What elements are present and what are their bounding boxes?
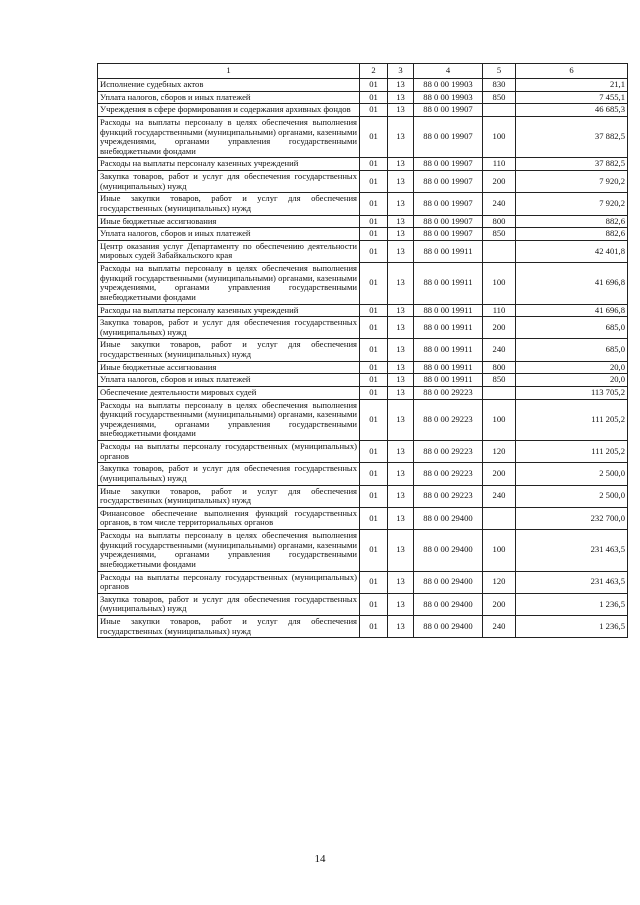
- row-name: Уплата налогов, сборов и иных платежей: [98, 374, 360, 387]
- expense-type-code: 200: [483, 171, 516, 193]
- col-header-6: 6: [516, 64, 628, 79]
- amount: 7 920,2: [516, 193, 628, 215]
- expense-type-code: 200: [483, 317, 516, 339]
- row-name: Закупка товаров, работ и услуг для обеспечения государственных (муниципальных) нужд: [98, 463, 360, 485]
- subsection-code: 13: [388, 116, 414, 158]
- amount: 1 236,5: [516, 593, 628, 615]
- section-code: 01: [360, 317, 388, 339]
- section-code: 01: [360, 441, 388, 463]
- section-code: 01: [360, 399, 388, 441]
- table-row: [98, 193, 628, 215]
- row-name: Расходы на выплаты персоналу государственных (муниципальных) органов: [98, 441, 360, 463]
- row-name: Иные бюджетные ассигнования: [98, 361, 360, 374]
- amount: 7 455,1: [516, 91, 628, 104]
- target-article-code: 88 0 00 19903: [414, 91, 483, 104]
- section-code: 01: [360, 571, 388, 593]
- amount: 1 236,5: [516, 616, 628, 638]
- section-code: 01: [360, 374, 388, 387]
- target-article-code: 88 0 00 19911: [414, 361, 483, 374]
- section-code: 01: [360, 79, 388, 92]
- expense-type-code: 800: [483, 361, 516, 374]
- subsection-code: 13: [388, 104, 414, 117]
- row-name: Учреждения в сфере формирования и содержания архивных фондов: [98, 104, 360, 117]
- section-code: 01: [360, 158, 388, 171]
- row-name: Иные закупки товаров, работ и услуг для обеспечения государственных (муниципальных) нужд: [98, 193, 360, 215]
- expense-type-code: 800: [483, 215, 516, 228]
- expense-type-code: 240: [483, 485, 516, 507]
- section-code: 01: [360, 507, 388, 529]
- row-name: Закупка товаров, работ и услуг для обеспечения государственных (муниципальных) нужд: [98, 593, 360, 615]
- amount: 42 401,8: [516, 240, 628, 262]
- subsection-code: 13: [388, 215, 414, 228]
- expense-type-code: [483, 386, 516, 399]
- table-row: [98, 104, 628, 117]
- table-row: [98, 317, 628, 339]
- target-article-code: 88 0 00 29223: [414, 485, 483, 507]
- table-row: [98, 304, 628, 317]
- subsection-code: 13: [388, 361, 414, 374]
- subsection-code: 13: [388, 530, 414, 572]
- row-name: Обеспечение деятельности мировых судей: [98, 386, 360, 399]
- table-row: [98, 530, 628, 572]
- section-code: 01: [360, 339, 388, 361]
- expense-type-code: [483, 240, 516, 262]
- col-header-1: 1: [98, 64, 360, 79]
- amount: 231 463,5: [516, 530, 628, 572]
- target-article-code: 88 0 00 19907: [414, 104, 483, 117]
- row-name: Иные закупки товаров, работ и услуг для обеспечения государственных (муниципальных) нужд: [98, 339, 360, 361]
- expense-type-code: 830: [483, 79, 516, 92]
- table-row: [98, 463, 628, 485]
- target-article-code: 88 0 00 19907: [414, 116, 483, 158]
- page-number: 14: [314, 853, 326, 865]
- subsection-code: 13: [388, 91, 414, 104]
- section-code: 01: [360, 116, 388, 158]
- row-name: Расходы на выплаты персоналу государственных (муниципальных) органов: [98, 571, 360, 593]
- table-row: [98, 616, 628, 638]
- target-article-code: 88 0 00 29400: [414, 593, 483, 615]
- expense-type-code: 100: [483, 116, 516, 158]
- section-code: 01: [360, 171, 388, 193]
- section-code: 01: [360, 530, 388, 572]
- row-name: Закупка товаров, работ и услуг для обеспечения государственных (муниципальных) нужд: [98, 317, 360, 339]
- table-row: [98, 91, 628, 104]
- section-code: 01: [360, 386, 388, 399]
- subsection-code: 13: [388, 571, 414, 593]
- row-name: Расходы на выплаты персоналу казенных учреждений: [98, 304, 360, 317]
- target-article-code: 88 0 00 29400: [414, 530, 483, 572]
- expense-type-code: 850: [483, 91, 516, 104]
- target-article-code: 88 0 00 19911: [414, 374, 483, 387]
- table-row: [98, 485, 628, 507]
- subsection-code: 13: [388, 228, 414, 241]
- expense-type-code: 850: [483, 228, 516, 241]
- subsection-code: 13: [388, 507, 414, 529]
- subsection-code: 13: [388, 463, 414, 485]
- subsection-code: 13: [388, 158, 414, 171]
- expense-type-code: 100: [483, 399, 516, 441]
- subsection-code: 13: [388, 386, 414, 399]
- row-name: Закупка товаров, работ и услуг для обеспечения государственных (муниципальных) нужд: [98, 171, 360, 193]
- expense-type-code: 240: [483, 339, 516, 361]
- row-name: Исполнение судебных актов: [98, 79, 360, 92]
- amount: 21,1: [516, 79, 628, 92]
- table-row: [98, 339, 628, 361]
- amount: 41 696,8: [516, 263, 628, 305]
- table-row: [98, 116, 628, 158]
- amount: 232 700,0: [516, 507, 628, 529]
- target-article-code: 88 0 00 29400: [414, 571, 483, 593]
- table-row: [98, 399, 628, 441]
- amount: 685,0: [516, 317, 628, 339]
- row-name: Расходы на выплаты персоналу в целях обеспечения выполнения функций государственными (муниципальными) органами, казенными учреждениями, органами управления государственными внебюджетными фондами: [98, 263, 360, 305]
- target-article-code: 88 0 00 29223: [414, 463, 483, 485]
- section-code: 01: [360, 463, 388, 485]
- row-name: Иные бюджетные ассигнования: [98, 215, 360, 228]
- table-row: [98, 571, 628, 593]
- amount: 685,0: [516, 339, 628, 361]
- section-code: 01: [360, 616, 388, 638]
- target-article-code: 88 0 00 19907: [414, 215, 483, 228]
- col-header-2: 2: [360, 64, 388, 79]
- target-article-code: 88 0 00 19911: [414, 304, 483, 317]
- expense-type-code: [483, 507, 516, 529]
- target-article-code: 88 0 00 29223: [414, 399, 483, 441]
- row-name: Финансовое обеспечение выполнения функций государственных органов, в том числе территориальных органов: [98, 507, 360, 529]
- table-row: [98, 507, 628, 529]
- subsection-code: 13: [388, 339, 414, 361]
- row-name: Иные закупки товаров, работ и услуг для обеспечения государственных (муниципальных) нужд: [98, 616, 360, 638]
- section-code: 01: [360, 215, 388, 228]
- row-name: Уплата налогов, сборов и иных платежей: [98, 91, 360, 104]
- subsection-code: 13: [388, 304, 414, 317]
- budget-table: [97, 63, 628, 638]
- table-row: [98, 228, 628, 241]
- target-article-code: 88 0 00 19907: [414, 193, 483, 215]
- target-article-code: 88 0 00 29223: [414, 386, 483, 399]
- subsection-code: 13: [388, 593, 414, 615]
- table-row: [98, 374, 628, 387]
- section-code: 01: [360, 91, 388, 104]
- expense-type-code: 240: [483, 193, 516, 215]
- col-header-4: 4: [414, 64, 483, 79]
- subsection-code: 13: [388, 240, 414, 262]
- expense-type-code: 200: [483, 463, 516, 485]
- subsection-code: 13: [388, 374, 414, 387]
- header-row: [98, 64, 628, 79]
- section-code: 01: [360, 263, 388, 305]
- section-code: 01: [360, 593, 388, 615]
- target-article-code: 88 0 00 19911: [414, 240, 483, 262]
- amount: 41 696,8: [516, 304, 628, 317]
- row-name: Расходы на выплаты персоналу в целях обеспечения выполнения функций государственными (муниципальными) органами, казенными учреждениями, органами управления государственными внебюджетными фондами: [98, 399, 360, 441]
- amount: 46 685,3: [516, 104, 628, 117]
- subsection-code: 13: [388, 263, 414, 305]
- table-row: [98, 171, 628, 193]
- row-name: Центр оказания услуг Департаменту по обеспечению деятельности мировых судей Забайкальского края: [98, 240, 360, 262]
- target-article-code: 88 0 00 19907: [414, 158, 483, 171]
- section-code: 01: [360, 304, 388, 317]
- amount: 882,6: [516, 228, 628, 241]
- section-code: 01: [360, 228, 388, 241]
- table-row: [98, 386, 628, 399]
- amount: 2 500,0: [516, 485, 628, 507]
- row-name: Расходы на выплаты персоналу в целях обеспечения выполнения функций государственными (муниципальными) органами, казенными учреждениями, органами управления государственными внебюджетными фондами: [98, 530, 360, 572]
- amount: 231 463,5: [516, 571, 628, 593]
- target-article-code: 88 0 00 29223: [414, 441, 483, 463]
- amount: 20,0: [516, 361, 628, 374]
- target-article-code: 88 0 00 19907: [414, 228, 483, 241]
- target-article-code: 88 0 00 19911: [414, 317, 483, 339]
- expense-type-code: 200: [483, 593, 516, 615]
- row-name: Расходы на выплаты персоналу казенных учреждений: [98, 158, 360, 171]
- section-code: 01: [360, 485, 388, 507]
- amount: 882,6: [516, 215, 628, 228]
- target-article-code: 88 0 00 19911: [414, 339, 483, 361]
- subsection-code: 13: [388, 399, 414, 441]
- subsection-code: 13: [388, 193, 414, 215]
- table-row: [98, 593, 628, 615]
- expense-type-code: 850: [483, 374, 516, 387]
- table-row: [98, 158, 628, 171]
- amount: 111 205,2: [516, 441, 628, 463]
- amount: 37 882,5: [516, 158, 628, 171]
- amount: 20,0: [516, 374, 628, 387]
- subsection-code: 13: [388, 616, 414, 638]
- table-row: [98, 441, 628, 463]
- table-row: [98, 361, 628, 374]
- table-row: [98, 215, 628, 228]
- amount: 7 920,2: [516, 171, 628, 193]
- subsection-code: 13: [388, 485, 414, 507]
- table-body: [98, 79, 628, 638]
- table-row: [98, 79, 628, 92]
- amount: 113 705,2: [516, 386, 628, 399]
- row-name: Уплата налогов, сборов и иных платежей: [98, 228, 360, 241]
- expense-type-code: 240: [483, 616, 516, 638]
- expense-type-code: 120: [483, 441, 516, 463]
- section-code: 01: [360, 193, 388, 215]
- subsection-code: 13: [388, 441, 414, 463]
- target-article-code: 88 0 00 19907: [414, 171, 483, 193]
- target-article-code: 88 0 00 29400: [414, 616, 483, 638]
- amount: 2 500,0: [516, 463, 628, 485]
- expense-type-code: [483, 104, 516, 117]
- subsection-code: 13: [388, 171, 414, 193]
- subsection-code: 13: [388, 79, 414, 92]
- row-name: Иные закупки товаров, работ и услуг для обеспечения государственных (муниципальных) нужд: [98, 485, 360, 507]
- target-article-code: 88 0 00 19911: [414, 263, 483, 305]
- col-header-3: 3: [388, 64, 414, 79]
- expense-type-code: 100: [483, 530, 516, 572]
- expense-type-code: 100: [483, 263, 516, 305]
- table-row: [98, 263, 628, 305]
- expense-type-code: 120: [483, 571, 516, 593]
- col-header-5: 5: [483, 64, 516, 79]
- section-code: 01: [360, 361, 388, 374]
- section-code: 01: [360, 104, 388, 117]
- amount: 111 205,2: [516, 399, 628, 441]
- target-article-code: 88 0 00 19903: [414, 79, 483, 92]
- section-code: 01: [360, 240, 388, 262]
- target-article-code: 88 0 00 29400: [414, 507, 483, 529]
- amount: 37 882,5: [516, 116, 628, 158]
- expense-type-code: 110: [483, 158, 516, 171]
- expense-type-code: 110: [483, 304, 516, 317]
- table-row: [98, 240, 628, 262]
- subsection-code: 13: [388, 317, 414, 339]
- row-name: Расходы на выплаты персоналу в целях обеспечения выполнения функций государственными (муниципальными) органами, казенными учреждениями, органами управления государственными внебюджетными фондами: [98, 116, 360, 158]
